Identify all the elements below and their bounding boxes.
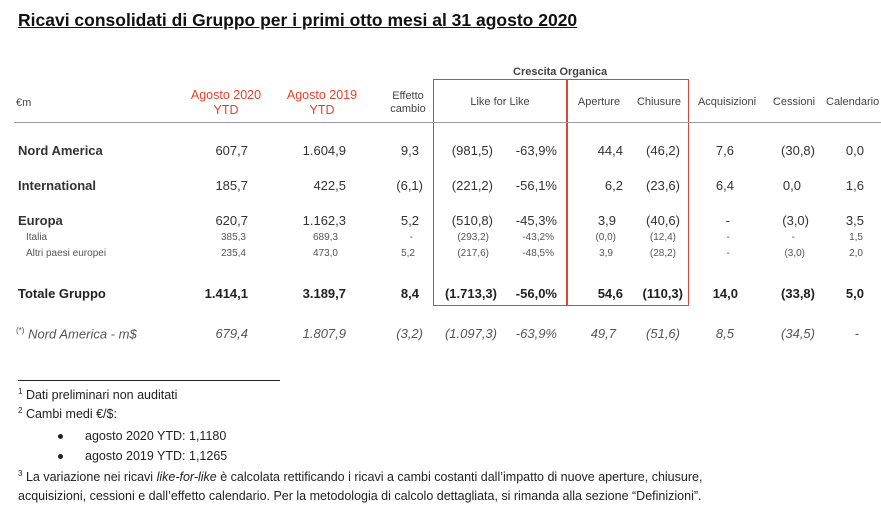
footnote-3-line2: acquisizioni, cessioni e dall’effetto calendario. Per la metodologia di calcolo dettagliata, si rimanda alla sezione “Definizioni”.	[18, 489, 702, 503]
cell-effetto: -	[409, 232, 413, 243]
cell-calendario: 3,5	[845, 213, 864, 228]
bullet-dot	[58, 454, 63, 459]
footnote-2	[18, 406, 117, 421]
cell-lfl: (217,6)	[457, 248, 489, 259]
row-label: Altri paesi europei	[26, 248, 107, 259]
header-effetto-line1: Effetto	[392, 90, 424, 102]
cell-ago2019: 3.189,7	[302, 286, 346, 301]
footnote-separator	[18, 380, 280, 381]
cell-lfl: (1.713,3)	[444, 286, 497, 301]
cell-ago2020: 607,7	[215, 143, 248, 158]
header-calendario: Calendario	[826, 96, 880, 108]
cell-lfl: (981,5)	[451, 143, 493, 158]
cell-chiusure: (110,3)	[642, 286, 683, 301]
footnote-3	[18, 469, 702, 484]
page-title: Ricavi consolidati di Gruppo per i primi otto mesi al 31 agosto 2020	[18, 10, 578, 30]
row-label	[16, 326, 137, 341]
footnote-1-number: 1	[18, 387, 23, 396]
header-aperture: Aperture	[577, 96, 621, 108]
cell-aperture: 3,9	[597, 213, 616, 228]
cell-cessioni: 0,0	[782, 178, 801, 193]
cell-lfl-pct: -63,9%	[515, 326, 557, 341]
group-header-crescita-organica: Crescita Organica	[513, 66, 608, 78]
cell-aperture: 49,7	[590, 326, 616, 341]
cell-lfl: (510,8)	[451, 213, 493, 228]
header-agosto-2019	[276, 88, 368, 118]
cell-effetto: 5,2	[400, 213, 419, 228]
cell-lfl-pct: -56,1%	[515, 178, 557, 193]
cell-lfl: (221,2)	[451, 178, 493, 193]
row-label-sup: (*)	[16, 326, 25, 335]
header-acquisizioni: Acquisizioni	[697, 96, 757, 108]
row-label: Nord America	[18, 143, 103, 158]
cell-acquisizioni: -	[726, 232, 730, 243]
cell-aperture: 6,2	[604, 178, 623, 193]
cell-ago2020: 235,4	[220, 248, 246, 259]
cell-acquisizioni: 14,0	[712, 286, 738, 301]
cell-chiusure: (51,6)	[646, 326, 680, 341]
cell-ago2019: 473,0	[312, 248, 338, 259]
cell-chiusure: (46,2)	[646, 143, 680, 158]
cell-ago2019: 689,3	[312, 232, 338, 243]
cell-effetto: 5,2	[401, 248, 415, 259]
footnote-1-text: Dati preliminari non auditati	[25, 388, 178, 403]
cell-lfl-pct: -43,2%	[522, 232, 554, 243]
cell-aperture: 44,4	[597, 143, 623, 158]
row-label: Europa	[18, 213, 63, 228]
cell-lfl: (293,2)	[457, 232, 489, 243]
row-label: Totale Gruppo	[18, 286, 106, 301]
cell-effetto: (3,2)	[396, 326, 423, 341]
header-chiusure: Chiusure	[636, 96, 682, 108]
footnote-3-number: 3	[18, 469, 23, 478]
footnote-2-bullet-2	[58, 449, 227, 463]
footnote-3-emphasis: like-for-like	[156, 470, 217, 485]
cell-aperture: (0,0)	[595, 232, 616, 243]
cell-cessioni: -	[791, 232, 795, 243]
cell-cessioni: (30,8)	[781, 143, 815, 158]
cell-lfl-pct: -63,9%	[515, 143, 557, 158]
cell-ago2019: 1.604,9	[302, 143, 346, 158]
cell-ago2019: 1.162,3	[302, 213, 346, 228]
cell-aperture: 3,9	[599, 248, 613, 259]
header-effetto-line2: cambio	[390, 103, 426, 115]
cell-lfl-pct: -45,3%	[515, 213, 557, 228]
cell-effetto: 8,4	[400, 286, 419, 301]
cell-lfl-pct: -56,0%	[515, 286, 557, 301]
row-label-text: Nord America - m$	[28, 326, 137, 342]
cell-cessioni: (3,0)	[784, 248, 805, 259]
cell-acquisizioni: -	[725, 213, 730, 228]
header-agosto-2020-line2: YTD	[213, 103, 239, 117]
bullet-text: agosto 2019 YTD: 1,1265	[85, 449, 228, 463]
cell-lfl-pct: -48,5%	[522, 248, 554, 259]
cell-effetto: 9,3	[400, 143, 419, 158]
box-divider-lfl	[566, 79, 568, 306]
cell-ago2020: 185,7	[215, 178, 248, 193]
cell-acquisizioni: 7,6	[715, 143, 734, 158]
cell-chiusure: (28,2)	[649, 248, 676, 259]
footnote-1	[18, 387, 177, 402]
cell-calendario: -	[854, 326, 859, 341]
cell-ago2020: 620,7	[215, 213, 248, 228]
header-agosto-2019-line1: Agosto 2019	[286, 88, 358, 102]
cell-ago2019: 422,5	[313, 178, 346, 193]
header-effetto-cambio	[380, 90, 436, 116]
cell-lfl: (1.097,3)	[444, 326, 497, 341]
header-separator	[14, 122, 881, 123]
cell-ago2020: 385,3	[220, 232, 246, 243]
cell-acquisizioni: -	[726, 248, 730, 259]
row-label: International	[18, 178, 97, 193]
header-cessioni: Cessioni	[772, 96, 816, 108]
header-agosto-2020	[180, 88, 272, 118]
bullet-dot	[58, 434, 63, 439]
cell-cessioni: (34,5)	[781, 326, 815, 341]
header-agosto-2020-line1: Agosto 2020	[190, 88, 262, 102]
footnote-2-number: 2	[18, 406, 23, 415]
cell-cessioni: (3,0)	[782, 213, 809, 228]
cell-calendario: 0,0	[845, 143, 864, 158]
cell-aperture: 54,6	[597, 286, 623, 301]
footnote-2-text: Cambi medi €/$:	[25, 407, 117, 422]
cell-chiusure: (40,6)	[646, 213, 680, 228]
footnote-2-bullet-1	[58, 429, 226, 443]
cell-calendario: 1,6	[845, 178, 864, 193]
cell-ago2019: 1.807,9	[302, 326, 346, 341]
footnote-3-text-b: è calcolata rettificando i ricavi a cambi costanti dall’impatto di nuove aperture, chiusure,	[216, 470, 703, 485]
cell-calendario: 1,5	[849, 232, 863, 243]
cell-calendario: 2,0	[849, 248, 863, 259]
header-like-for-like: Like for Like	[470, 96, 530, 108]
cell-chiusure: (23,6)	[646, 178, 680, 193]
cell-calendario: 5,0	[845, 286, 864, 301]
cell-ago2020: 1.414,1	[204, 286, 248, 301]
cell-acquisizioni: 6,4	[715, 178, 734, 193]
row-label: Italia	[26, 232, 48, 243]
cell-effetto: (6,1)	[396, 178, 423, 193]
cell-cessioni: (33,8)	[781, 286, 815, 301]
cell-acquisizioni: 8,5	[715, 326, 734, 341]
bullet-text: agosto 2020 YTD: 1,1180	[85, 429, 227, 443]
footnote-3-text-a: La variazione nei ricavi	[25, 470, 157, 485]
header-agosto-2019-line2: YTD	[309, 103, 335, 117]
unit-label: €m	[16, 97, 32, 109]
cell-ago2020: 679,4	[215, 326, 248, 341]
cell-chiusure: (12,4)	[649, 232, 676, 243]
